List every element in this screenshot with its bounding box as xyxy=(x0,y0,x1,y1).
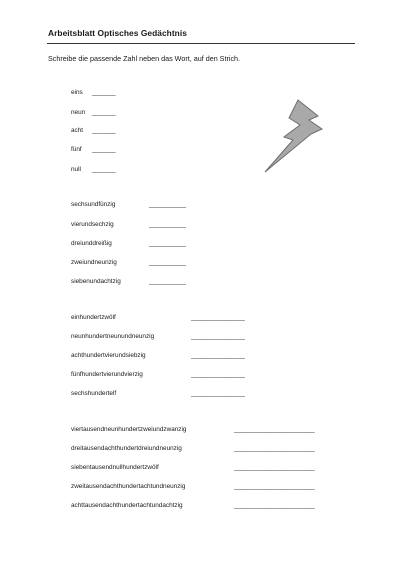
word-label: sechsundfünzig xyxy=(71,201,116,208)
word-label: achttausendachthundertachtundachtzig xyxy=(71,502,183,509)
instruction-text: Schreibe die passende Zahl neben das Wort, auf den Strich. xyxy=(48,54,241,63)
word-label: dreiunddreißig xyxy=(71,240,112,247)
answer-line[interactable]: ___________ xyxy=(149,259,186,266)
word-label: siebenundachtzig xyxy=(71,278,121,285)
answer-line[interactable]: ________________________ xyxy=(234,464,315,471)
word-label: neunhundertneunundneunzig xyxy=(71,333,155,340)
answer-line[interactable]: ___________ xyxy=(149,278,186,285)
word-label: neun xyxy=(71,109,86,116)
answer-line[interactable]: _______ xyxy=(92,109,116,116)
word-label: achthundertvierundsiebzig xyxy=(71,352,146,359)
answer-line[interactable]: _______ xyxy=(92,127,116,134)
answer-line[interactable]: _______ xyxy=(92,166,116,173)
answer-line[interactable]: ________________ xyxy=(191,390,245,397)
word-label: sechshundertelf xyxy=(71,390,117,397)
word-label: eins xyxy=(71,89,83,96)
word-label: fünf xyxy=(71,146,82,153)
answer-line[interactable]: _______ xyxy=(92,146,116,153)
answer-line[interactable]: ________________ xyxy=(191,314,245,321)
word-label: fünfhundertvierundvierzig xyxy=(71,371,143,378)
answer-line[interactable]: ________________________ xyxy=(234,426,315,433)
word-label: siebentausendnullhundertzwölf xyxy=(71,464,159,471)
answer-line[interactable]: _______ xyxy=(92,89,116,96)
answer-line[interactable]: ________________________ xyxy=(234,445,315,452)
word-label: vierundsechzig xyxy=(71,221,114,228)
answer-line[interactable]: ________________________ xyxy=(234,483,315,490)
answer-line[interactable]: ________________________ xyxy=(234,502,315,509)
page-title: Arbeitsblatt Optisches Gedächtnis xyxy=(48,28,187,38)
word-label: acht xyxy=(71,127,84,134)
answer-line[interactable]: ________________ xyxy=(191,371,245,378)
word-label: einhundertzwölf xyxy=(71,314,116,321)
lightning-bolt-icon xyxy=(262,98,334,174)
word-label: null xyxy=(71,166,81,173)
word-label: zweitausendachthundertachtundneunzig xyxy=(71,483,186,490)
title-divider xyxy=(47,43,355,44)
answer-line[interactable]: ________________ xyxy=(191,333,245,340)
answer-line[interactable]: ___________ xyxy=(149,201,186,208)
answer-line[interactable]: ___________ xyxy=(149,240,186,247)
word-label: viertausendneunhundertzweiundzwanzig xyxy=(71,426,187,433)
answer-line[interactable]: ___________ xyxy=(149,221,186,228)
word-label: zweiundneunzig xyxy=(71,259,117,266)
answer-line[interactable]: ________________ xyxy=(191,352,245,359)
word-label: dreitausendachthundertdreiundneunzig xyxy=(71,445,182,452)
